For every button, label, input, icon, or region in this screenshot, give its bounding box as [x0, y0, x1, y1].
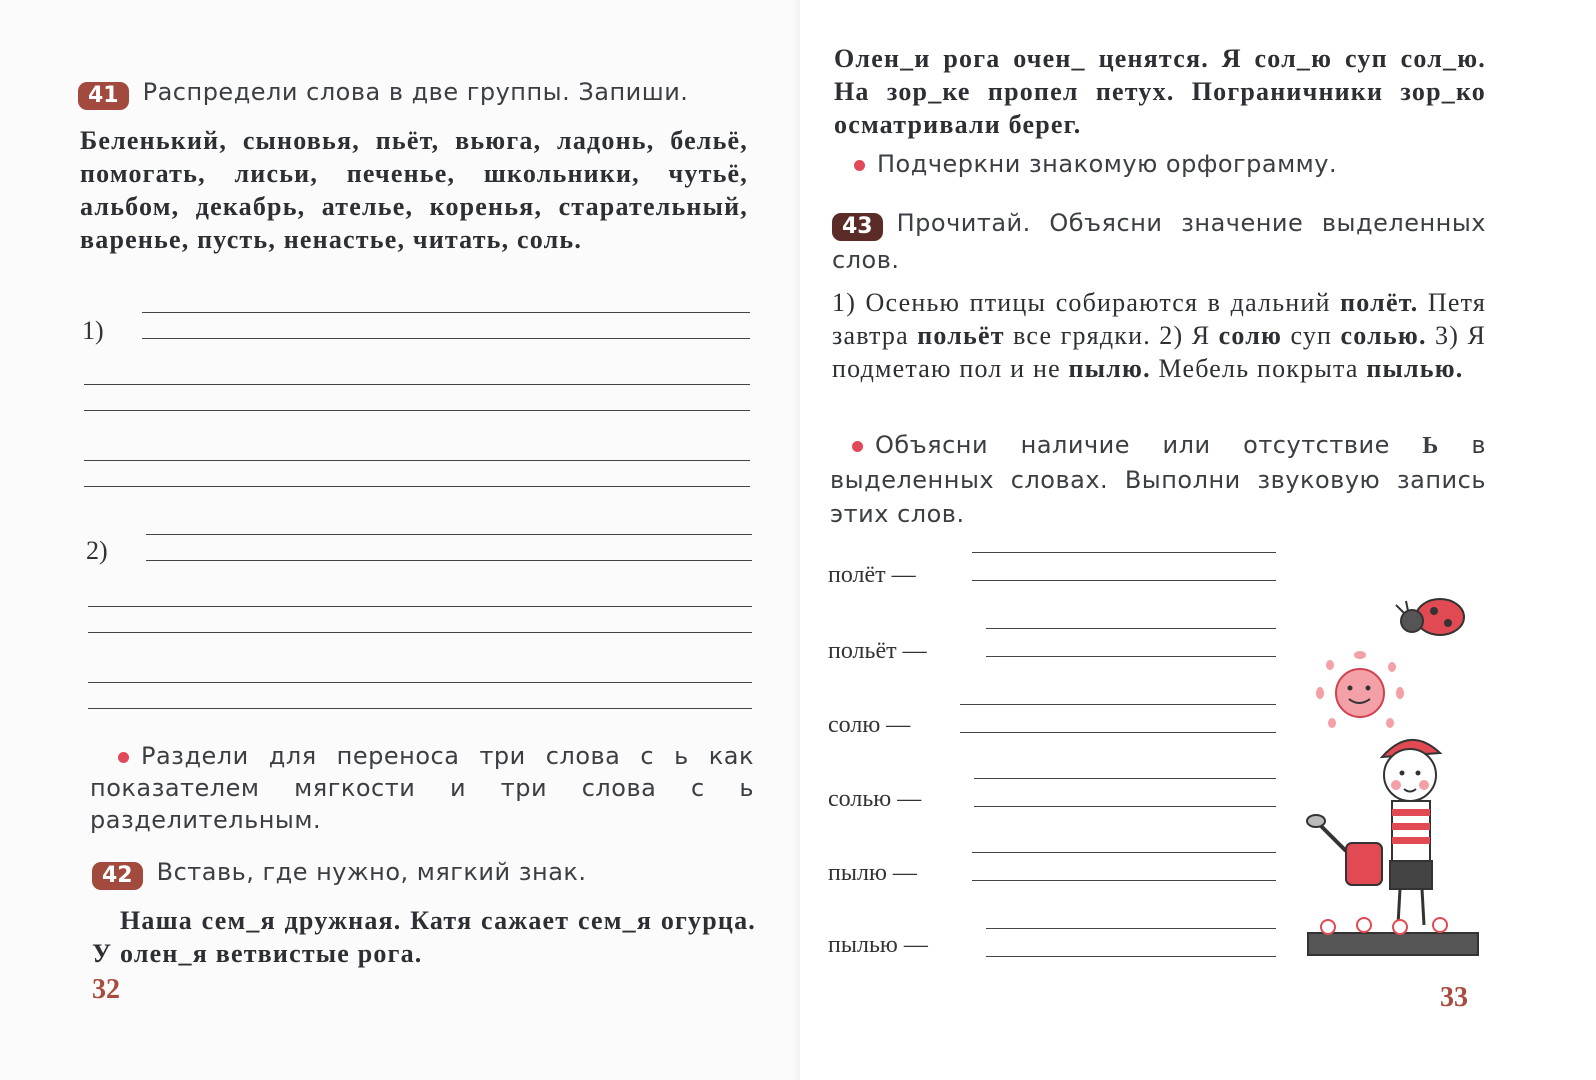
answer-line[interactable] — [974, 806, 1276, 807]
ex43-s1-mid: Петя завтра — [832, 288, 1486, 350]
ex43-s2-pre: 2) Я — [1159, 321, 1219, 350]
illustration-boy-watering — [1300, 575, 1490, 965]
ex43-sentences — [832, 286, 1486, 385]
answer-line[interactable] — [84, 384, 750, 385]
ex43-s1-pre: 1) Осенью птицы собираются в дальний — [832, 288, 1341, 317]
page-number-right: 33 — [1440, 982, 1468, 1013]
bullet-icon — [118, 752, 129, 763]
answer-line[interactable] — [88, 682, 752, 683]
ex41-task: Распредели слова в две группы. Запиши. — [142, 78, 689, 106]
underline-note-text: Подчеркни знакомую орфограмму. — [877, 150, 1338, 178]
ex41-words: Беленький, сыновья, пьёт, вьюга, ладонь, бельё, помогать, лисьи, печенье, школьники, чутьё, альбом, декабрь, ателье, коренья, старательный, варенье, пусть, ненастье, читать, соль. — [80, 126, 748, 254]
ex42-task: Вставь, где нужно, мягкий знак. — [156, 858, 587, 886]
ex43-note-pre: Объясни наличие или отсутствие — [875, 431, 1423, 459]
ex41-header — [78, 78, 750, 110]
answer-line[interactable] — [986, 656, 1276, 657]
ex43-note-soft-sign: Ь — [1422, 433, 1439, 459]
answer-line[interactable] — [84, 486, 750, 487]
ex43-header — [832, 206, 1486, 280]
answer-line[interactable] — [974, 778, 1276, 779]
answer-line[interactable] — [972, 880, 1276, 881]
answer-word: солью — — [828, 786, 922, 812]
ex43-note-post: в выделенных словах. Выполни звуковую запись этих слов. — [830, 431, 1486, 528]
answer-word: пылю — — [828, 860, 917, 886]
answer-line[interactable] — [972, 852, 1276, 853]
ex42-badge: 42 — [92, 862, 143, 890]
ex43-s2-mid: суп — [1282, 321, 1341, 350]
ex43-word-polyot: польёт — [917, 321, 1005, 350]
ex43-word-polet: полёт. — [1340, 288, 1419, 317]
ex43-word-pylu: пылю. — [1068, 354, 1151, 383]
ex43-badge: 43 — [832, 213, 883, 241]
answer-line[interactable] — [972, 580, 1276, 581]
page-number-left: 32 — [92, 974, 120, 1005]
ex43-s3-mid: Мебель покрыта — [1150, 354, 1367, 383]
ex42-header — [92, 858, 756, 890]
ex43-note — [830, 428, 1486, 531]
sun-icon — [1316, 651, 1404, 728]
answer-line[interactable] — [146, 534, 752, 535]
ex43-task: Прочитай. Объясни значение выделенных слов. — [832, 209, 1486, 274]
bullet-icon — [854, 160, 865, 171]
answer-line[interactable] — [972, 552, 1276, 553]
continued-text: Олен_и рога очен_ ценятся. Я сол_ю суп сол_ю. На зор_ке пропел петух. Пограничники зор_ко осматривали берег. — [834, 44, 1486, 139]
answer-line[interactable] — [960, 704, 1276, 705]
answer-word: полёт — — [828, 562, 916, 588]
ex43-s3-pre: 3) Я подметаю пол и не — [832, 321, 1486, 383]
ex42-text: Наша сем_я дружная. Катя сажает сем_я огурца. У олен_я ветвистые рога. — [92, 906, 756, 968]
ex43-s1-post: все грядки. — [1004, 321, 1151, 350]
answer-line[interactable] — [986, 956, 1276, 957]
answer-line[interactable] — [88, 708, 752, 709]
ex41-note-text: Раздели для переноса три слова с ь как показателем мягкости и три слова с ь разделительным. — [90, 742, 754, 834]
ex43-word-pylyu: пылью. — [1366, 354, 1464, 383]
answer-word: пылью — — [828, 932, 928, 958]
ex43-word-solyu: солью. — [1340, 321, 1427, 350]
ex43-word-solu: солю — [1218, 321, 1283, 350]
answer-line[interactable] — [84, 410, 750, 411]
answer-line[interactable] — [142, 338, 750, 339]
answer-word: польёт — — [828, 638, 927, 664]
answer-line[interactable] — [960, 732, 1276, 733]
bullet-icon — [852, 441, 863, 452]
underline-note — [854, 150, 1484, 178]
answer-line[interactable] — [88, 632, 752, 633]
ex41-group2-label: 2) — [86, 536, 108, 565]
answer-word: солю — — [828, 712, 911, 738]
answer-line[interactable] — [84, 460, 750, 461]
answer-line[interactable] — [986, 928, 1276, 929]
ladybug-icon — [1396, 599, 1464, 635]
watering-can-icon — [1307, 815, 1382, 885]
answer-line[interactable] — [986, 628, 1276, 629]
ex41-badge: 41 — [78, 82, 129, 110]
answer-line[interactable] — [142, 312, 750, 313]
answer-line[interactable] — [88, 606, 752, 607]
ex41-group1-label: 1) — [82, 316, 104, 345]
right-page — [800, 0, 1596, 1080]
answer-line[interactable] — [146, 560, 752, 561]
ex41-note — [90, 740, 754, 836]
